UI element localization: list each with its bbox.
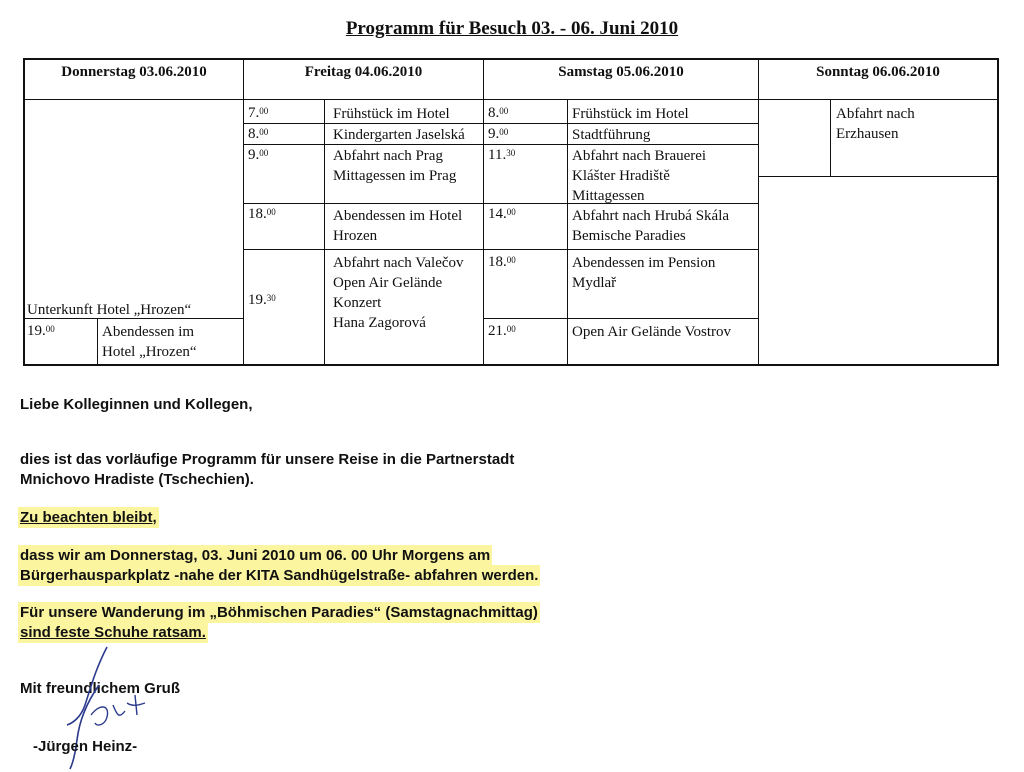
friday-time-2: 8.00 [248, 126, 269, 142]
signature-name: -Jürgen Heinz- [33, 738, 138, 755]
friday-event-5: Abfahrt nach Valečov Open Air Gelände Konzert Hana Zagorová [333, 255, 464, 331]
friday-time-4: 18.00 [248, 206, 276, 222]
greeting: Liebe Kolleginnen und Kollegen, [20, 396, 253, 413]
saturday-event-4: Abfahrt nach Hrubá Skála Bemische Paradies [572, 208, 730, 244]
friday-time-1: 7.00 [248, 105, 269, 121]
thursday-event: Abendessen im Hotel „Hrozen“ [102, 324, 197, 360]
saturday-time-5: 18.00 [488, 254, 516, 270]
saturday-time-2: 9.00 [488, 126, 509, 142]
page-title: Programm für Besuch 03. - 06. Juni 2010 [345, 18, 679, 39]
saturday-time-4: 14.00 [488, 206, 516, 222]
thursday-time: 19.00 [27, 323, 55, 339]
hike-paragraph: Für unsere Wanderung im „Böhmischen Paradies“ (Samstagnachmittag) sind feste Schuhe ratsam. [20, 604, 538, 641]
friday-time-3: 9.00 [248, 147, 269, 163]
header-friday: Freitag 04.06.2010 [304, 64, 423, 80]
sunday-event: Abfahrt nach Erzhausen [836, 106, 915, 142]
friday-time-5: 19.30 [248, 292, 276, 308]
saturday-time-6: 21.00 [488, 323, 516, 339]
friday-event-3: Abfahrt nach Prag Mittagessen im Prag [333, 148, 457, 184]
saturday-time-3: 11.30 [488, 147, 516, 163]
saturday-event-6: Open Air Gelände Vostrov [572, 324, 732, 340]
intro-paragraph: dies ist das vorläufige Programm für unsere Reise in die Partnerstadt Mnichovo Hradiste (Tschechien). [20, 451, 515, 488]
saturday-event-1: Frühstück im Hotel [572, 106, 689, 122]
saturday-time-1: 8.00 [488, 105, 509, 121]
friday-event-4: Abendessen im Hotel Hrozen [333, 208, 463, 244]
friday-event-2: Kindergarten Jaselská [333, 127, 465, 143]
saturday-event-2: Stadtführung [572, 127, 651, 143]
header-thursday: Donnerstag 03.06.2010 [61, 64, 207, 80]
header-sunday: Sonntag 06.06.2010 [816, 64, 940, 80]
departure-paragraph: dass wir am Donnerstag, 03. Juni 2010 um 06. 00 Uhr Morgens am Bürgerhausparkplatz -nahe der KITA Sandhügelstraße- abfahren werden. [20, 547, 539, 584]
closing: Mit freundlichem Gruß [20, 680, 181, 697]
saturday-event-3: Abfahrt nach Brauerei Klášter Hradiště Mittagessen [572, 148, 707, 204]
note-heading: Zu beachten bleibt, [20, 509, 157, 526]
header-saturday: Samstag 05.06.2010 [558, 64, 684, 80]
thursday-lodging: Unterkunft Hotel „Hrozen“ [27, 302, 192, 318]
saturday-event-5: Abendessen im Pension Mydlař [572, 255, 716, 291]
friday-event-1: Frühstück im Hotel [333, 106, 450, 122]
